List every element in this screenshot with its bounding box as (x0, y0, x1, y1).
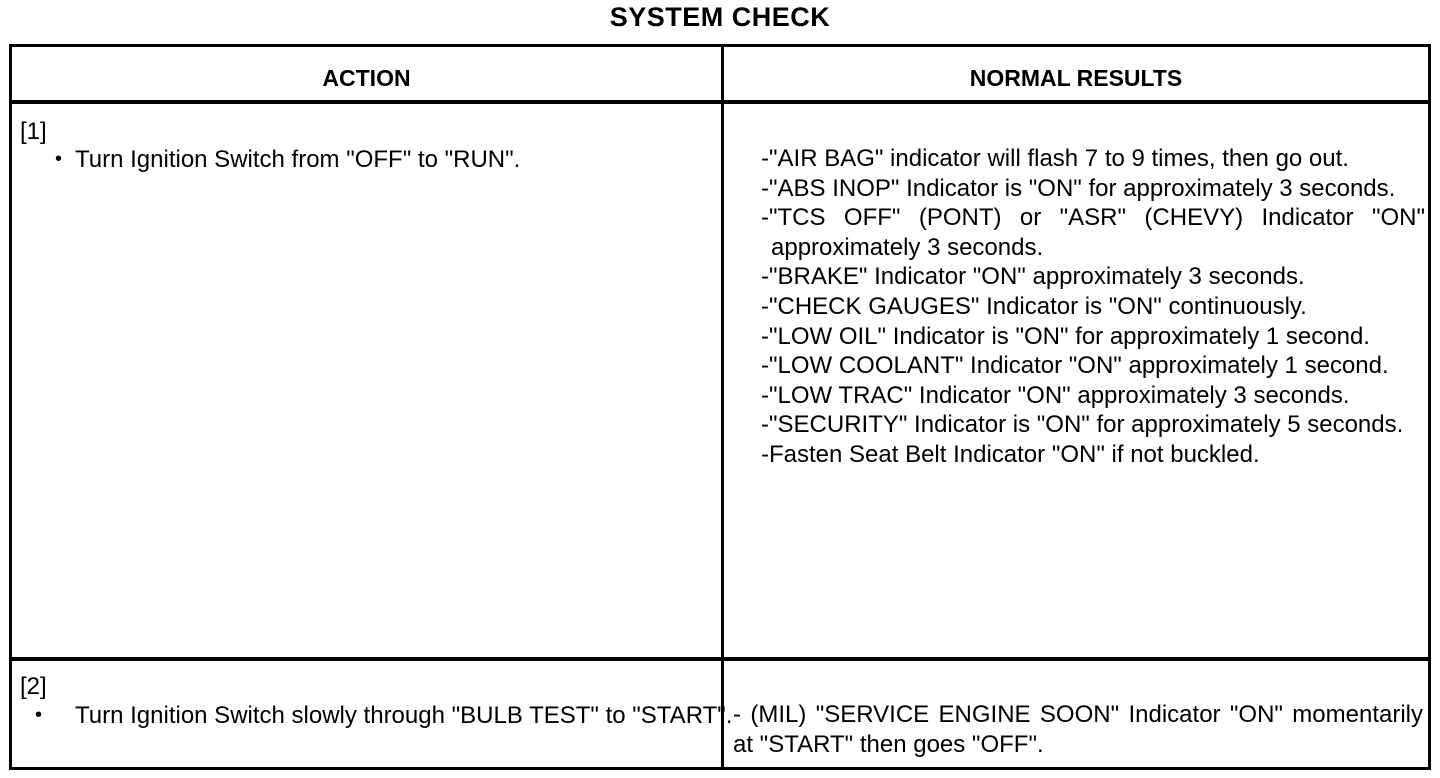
result-item: -"SECURITY" Indicator is "ON" for approximately 5 seconds. (761, 411, 1404, 439)
result-item: -"CHECK GAUGES" Indicator is "ON" continuously. (761, 292, 1307, 320)
results-list (761, 144, 1425, 470)
bullet-icon: • (35, 704, 43, 726)
result-item: -"AIR BAG" indicator will flash 7 to 9 times, then go out. (761, 145, 1349, 172)
result-item: -"TCS OFF" (PONT) or "ASR" (CHEVY) Indicator "ON" approximately 3 seconds. (761, 204, 1425, 261)
action-text (35, 700, 737, 731)
page-title: SYSTEM CHECK (609, 2, 831, 32)
step-number: [2] (20, 673, 47, 700)
result-item: -"LOW TRAC" Indicator "ON" approximately 3 seconds. (761, 381, 1350, 409)
column-header-action: ACTION (322, 65, 411, 91)
step-number: [1] (20, 118, 47, 145)
action-label: Turn Ignition Switch slowly through "BULB TEST" to "START". (75, 702, 733, 729)
column-header-results: NORMAL RESULTS (969, 65, 1183, 91)
result-item: - (MIL) "SERVICE ENGINE SOON" Indicator "ON" momentarily at "START" then goes "OFF". (733, 701, 1423, 758)
row-divider (12, 657, 1428, 661)
result-item: -"ABS INOP" Indicator is "ON" for approximately 3 seconds. (761, 174, 1396, 202)
action-label: Turn Ignition Switch from "OFF" to "RUN". (75, 146, 521, 173)
result-item: -"LOW OIL" Indicator is "ON" for approximately 1 second. (761, 322, 1370, 350)
result-item: -Fasten Seat Belt Indicator "ON" if not buckled. (761, 440, 1260, 468)
bullet-icon: • (55, 148, 63, 170)
header-divider (12, 100, 1428, 104)
result-item: -"BRAKE" Indicator "ON" approximately 3 seconds. (761, 263, 1305, 291)
action-text (55, 144, 520, 175)
result-item: -"LOW COOLANT" Indicator "ON" approximately 1 second. (761, 352, 1389, 380)
